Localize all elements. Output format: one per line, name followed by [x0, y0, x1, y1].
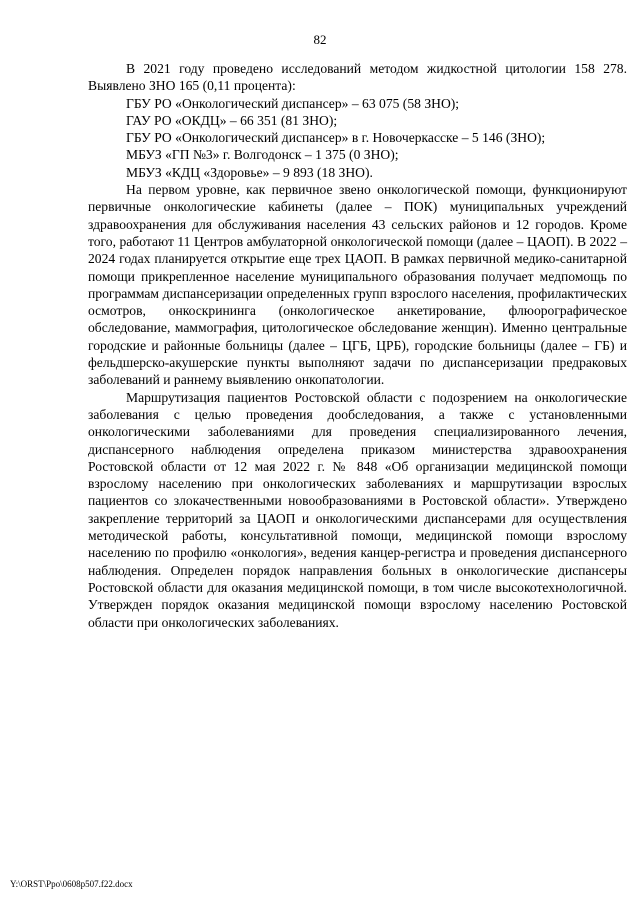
- list-item-okdc: ГАУ РО «ОКДЦ» – 66 351 (81 ЗНО);: [126, 112, 338, 128]
- paragraph-primary-level: На первом уровне, как первичное звено онкологической помощи, функционируют первичные онкологические кабинеты (далее – ПОК) муниципальных учреждений здравоохранения для обслуживания населения 43 сельских районов и 12 городов. Кроме того, работают 11 Центров амбулаторной онкологической помощи (далее – ЦАОП). В 2022 – 2024 годах планируется открытие еще трех ЦАОП. В рамках первичной медико-санитарной помощи прикрепленное население муниципального образования получает медпомощь по программам диспансеризации определенных групп взрослого населения, профилактических осмотров, онкоскрининга (онкологическое анкетирование, флюорографическое обследование, маммография, цитологическое обследование женщин). Именно центральные городские и районные больницы (далее – ЦГБ, ЦРБ), городские больницы (далее – ГБ) и фельдшерско-акушерские пункты выполняют задачи по диспансеризации предраковых заболеваний и раннему выявлению онкопатологии.: [88, 182, 627, 388]
- list-item-novocherkassk: ГБУ РО «Онкологический диспансер» в г. Новочеркасске – 5 146 (ЗНО);: [126, 130, 546, 146]
- list-item-dispensary: ГБУ РО «Онкологический диспансер» – 63 075 (58 ЗНО);: [126, 95, 460, 111]
- document-body: [0, 60, 640, 631]
- list-item-volgodonsk: МБУЗ «ГП №3» г. Волгодонск – 1 375 (0 ЗНО);: [126, 147, 399, 163]
- paragraph-routing: Маршрутизация пациентов Ростовской области с подозрением на онкологические заболевания с целью проведения дообследования, а также с установленными онкологическими заболеваниями для проведения специализированного лечения, диспансерного наблюдения определена приказом министерства здравоохранения Ростовской области от 12 мая 2022 г. № 848 «Об организации медицинской помощи взрослому населению при онкологических заболеваниях и маршрутизации взрослых пациентов со злокачественными новообразованиями в Ростовской области». Утверждено закрепление территорий за ЦАОП и онкологическими диспансерами для осуществления методической работы, консультативной помощи, медицинской помощи взрослому населению по профилю «онкология», ведения канцер-регистра и проведения диспансерного наблюдения. Определен порядок направления больных в онкологические диспансеры Ростовской области для оказания медицинской помощи, в том числе высокотехнологичной. Утвержден порядок оказания медицинской помощи взрослому населению Ростовской области при онкологических заболеваниях.: [88, 389, 627, 630]
- paragraph-intro: В 2021 году проведено исследований методом жидкостной цитологии 158 278. Выявлено ЗНО 165 (0,11 процента):: [88, 61, 627, 94]
- list-item-zdorovye: МБУЗ «КДЦ «Здоровье» – 9 893 (18 ЗНО).: [126, 164, 373, 180]
- footer-file-path: Y:\ORST\Ppo\0608p507.f22.docx: [10, 879, 133, 889]
- page-number: 82: [313, 32, 327, 47]
